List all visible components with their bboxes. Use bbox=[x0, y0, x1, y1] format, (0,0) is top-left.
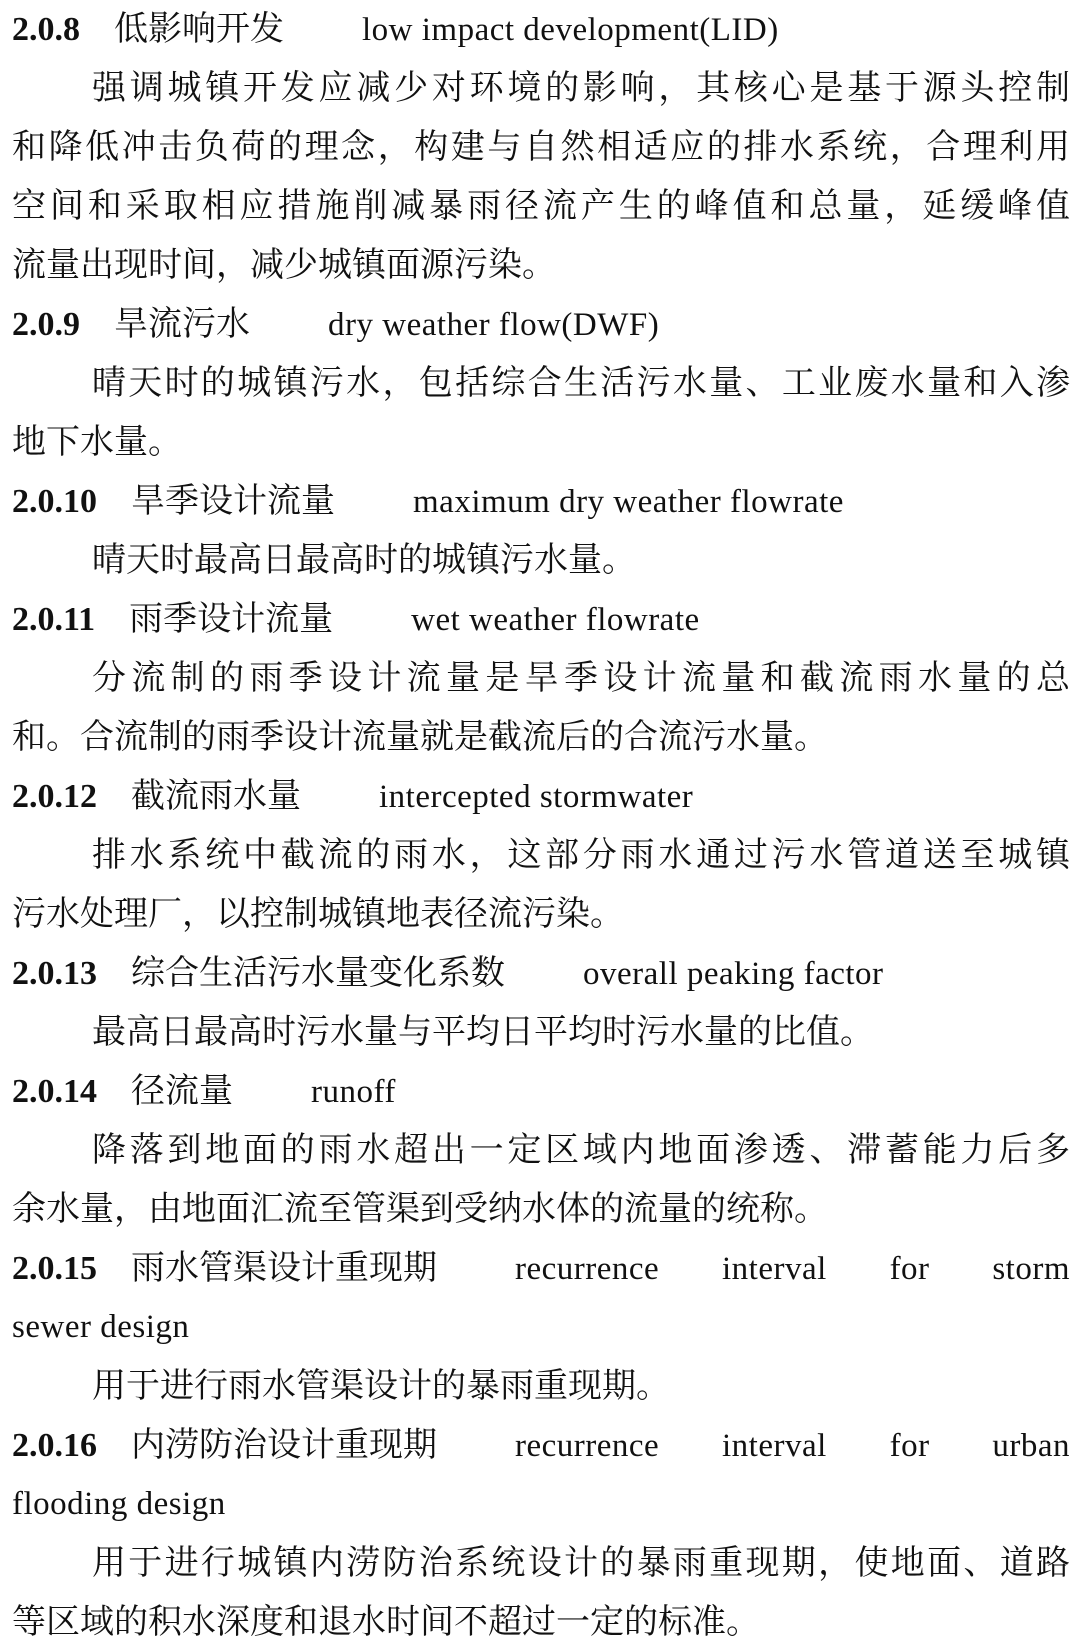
definition-line: 排水系统中截流的雨水，这部分雨水通过污水管道送至城镇 bbox=[92, 835, 1070, 875]
term-entry bbox=[12, 295, 1070, 472]
term-english: overall peaking factor bbox=[583, 956, 884, 992]
term-entry bbox=[12, 0, 1070, 295]
term-chinese: 低影响开发 bbox=[114, 9, 284, 49]
term-english: runoff bbox=[311, 1074, 396, 1110]
term-english-continued: sewer design bbox=[12, 1309, 190, 1345]
definition-line: 地下水量。 bbox=[12, 422, 182, 462]
term-entry bbox=[12, 1239, 1070, 1416]
definition-line: 和。合流制的雨季设计流量就是截流后的合流污水量。 bbox=[12, 717, 828, 757]
term-chinese: 径流量 bbox=[131, 1071, 233, 1111]
term-heading bbox=[12, 1062, 1070, 1121]
definition-line: 空间和采取相应措施削减暴雨径流产生的峰值和总量，延缓峰值 bbox=[12, 186, 1070, 226]
term-chinese: 雨水管渠设计重现期 bbox=[131, 1248, 437, 1288]
term-number: 2.0.13 bbox=[12, 955, 97, 992]
term-chinese: 截流雨水量 bbox=[131, 776, 301, 816]
term-entry bbox=[12, 944, 1070, 1062]
term-english: maximum dry weather flowrate bbox=[413, 484, 844, 520]
term-english: low impact development(LID) bbox=[362, 12, 779, 48]
term-entry bbox=[12, 1062, 1070, 1239]
term-number: 2.0.15 bbox=[12, 1250, 97, 1287]
term-entry bbox=[12, 1416, 1070, 1652]
term-english: wet weather flowrate bbox=[411, 602, 700, 638]
definition-line: 流量出现时间，减少城镇面源污染。 bbox=[12, 245, 556, 285]
definition-line: 分流制的雨季设计流量是旱季设计流量和截流雨水量的总 bbox=[92, 658, 1070, 698]
term-entry bbox=[12, 767, 1070, 944]
term-number: 2.0.8 bbox=[12, 11, 80, 48]
definition-line: 等区域的积水深度和退水时间不超过一定的标准。 bbox=[12, 1602, 760, 1642]
term-entry bbox=[12, 590, 1070, 767]
term-chinese: 内涝防治设计重现期 bbox=[131, 1425, 437, 1465]
term-number: 2.0.11 bbox=[12, 601, 96, 638]
term-chinese: 雨季设计流量 bbox=[129, 599, 334, 639]
term-chinese: 综合生活污水量变化系数 bbox=[131, 953, 505, 993]
definition-line: 降落到地面的雨水超出一定区域内地面渗透、滞蓄能力后多 bbox=[92, 1130, 1070, 1170]
term-heading bbox=[12, 1416, 1070, 1475]
term-entry bbox=[12, 472, 1070, 590]
term-heading bbox=[12, 295, 1070, 354]
term-english-continued: flooding design bbox=[12, 1486, 226, 1522]
definition-line: 污水处理厂，以控制城镇地表径流污染。 bbox=[12, 894, 624, 934]
term-number: 2.0.16 bbox=[12, 1427, 97, 1464]
definition-line: 强调城镇开发应减少对环境的影响，其核心是基于源头控制 bbox=[92, 68, 1070, 108]
definition-line: 和降低冲击负荷的理念，构建与自然相适应的排水系统，合理利用 bbox=[12, 127, 1070, 167]
term-english: intercepted stormwater bbox=[379, 779, 694, 815]
term-number: 2.0.12 bbox=[12, 778, 97, 815]
term-english: recurrence interval for storm bbox=[515, 1251, 1070, 1287]
definition-line: 余水量，由地面汇流至管渠到受纳水体的流量的统称。 bbox=[12, 1189, 828, 1229]
term-heading bbox=[12, 767, 1070, 826]
term-heading bbox=[12, 0, 1070, 59]
definition-line: 用于进行雨水管渠设计的暴雨重现期。 bbox=[92, 1366, 670, 1406]
term-heading bbox=[12, 944, 1070, 1003]
term-heading bbox=[12, 590, 1070, 649]
term-number: 2.0.10 bbox=[12, 483, 97, 520]
term-chinese: 旱流污水 bbox=[114, 304, 250, 344]
term-number: 2.0.9 bbox=[12, 306, 80, 343]
definition-line: 晴天时的城镇污水，包括综合生活污水量、工业废水量和入渗 bbox=[92, 363, 1070, 403]
term-heading bbox=[12, 1239, 1070, 1298]
term-english: recurrence interval for urban bbox=[515, 1428, 1070, 1464]
term-number: 2.0.14 bbox=[12, 1073, 97, 1110]
term-chinese: 旱季设计流量 bbox=[131, 481, 335, 521]
term-heading bbox=[12, 472, 1070, 531]
definition-line: 最高日最高时污水量与平均日平均时污水量的比值。 bbox=[92, 1012, 874, 1052]
definition-line: 用于进行城镇内涝防治系统设计的暴雨重现期，使地面、道路 bbox=[92, 1543, 1070, 1583]
definition-line: 晴天时最高日最高时的城镇污水量。 bbox=[92, 540, 636, 580]
term-english: dry weather flow(DWF) bbox=[328, 307, 660, 343]
